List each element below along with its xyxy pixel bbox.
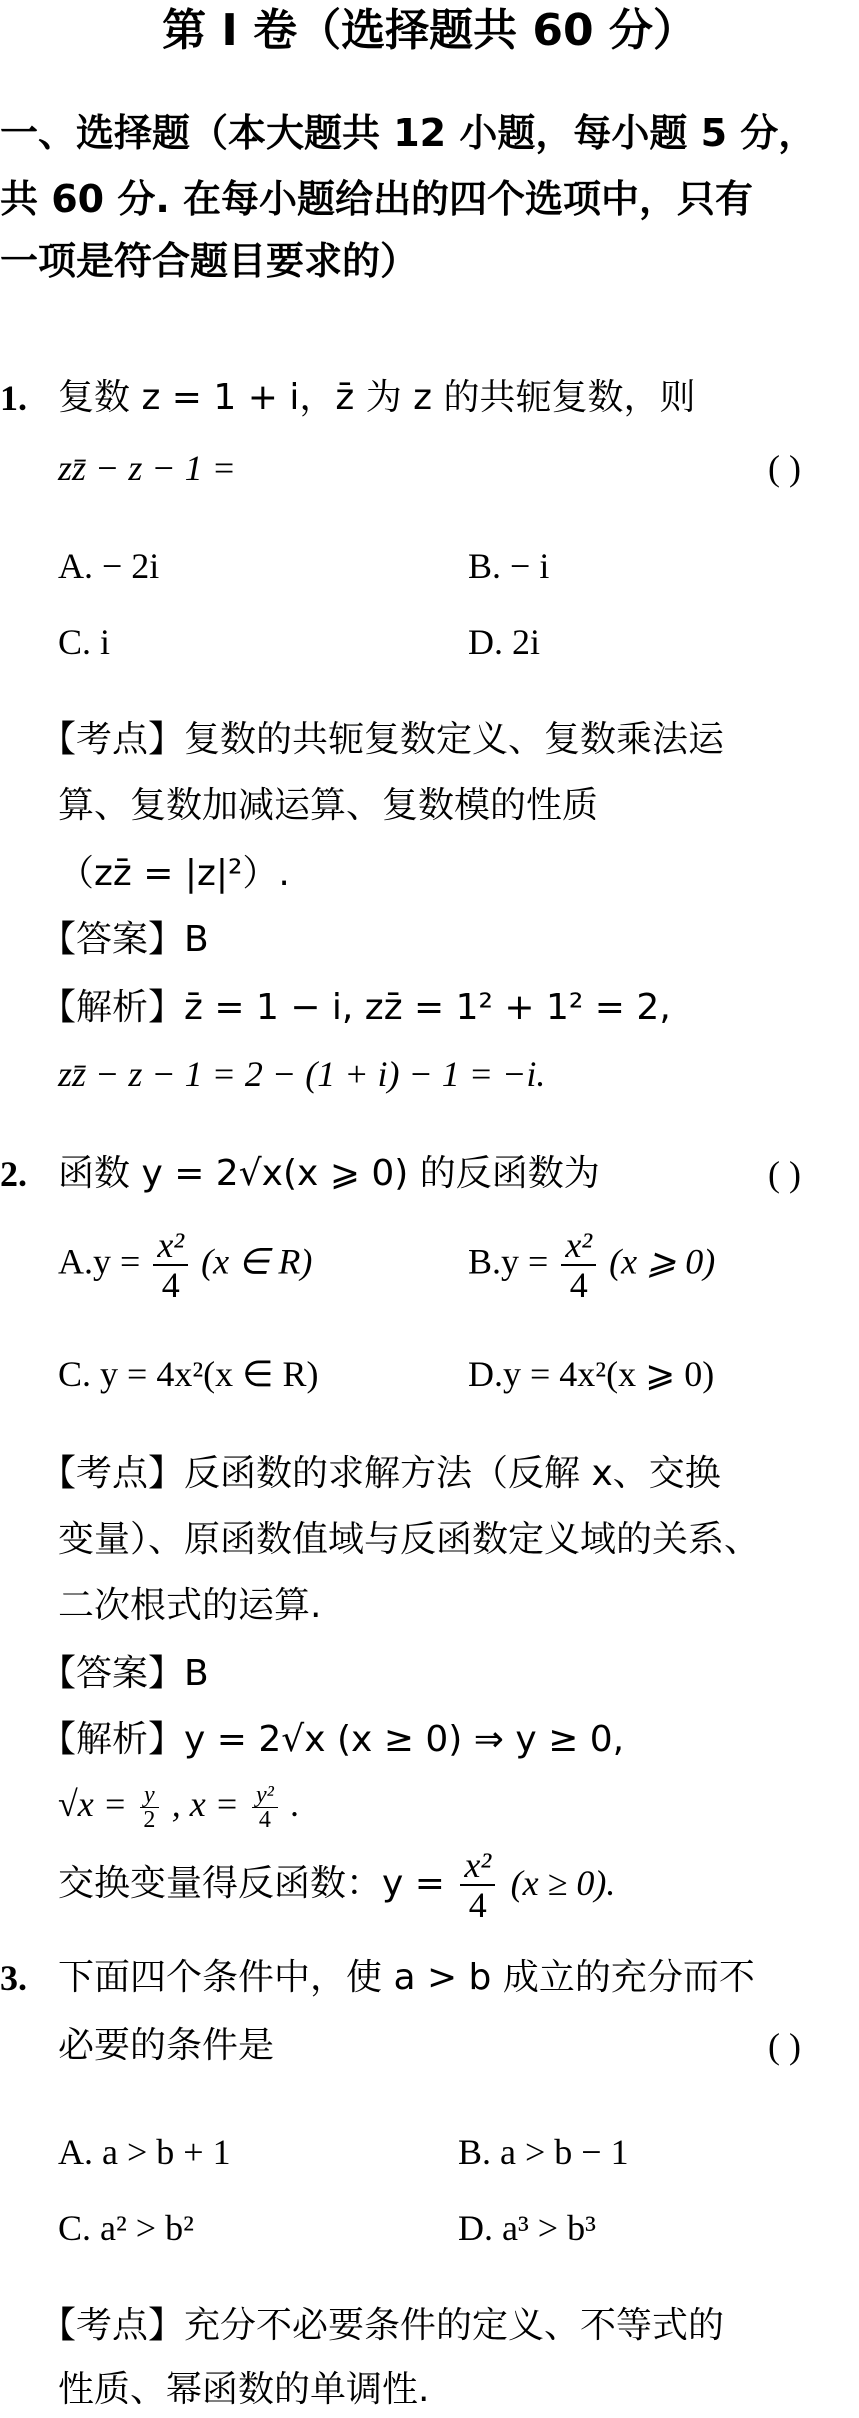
question-2-option-a-numerator: x² <box>153 1226 188 1266</box>
question-2-option-b-denominator: 4 <box>569 1265 588 1305</box>
question-2-number: 2. <box>0 1154 27 1194</box>
question-1-number: 1. <box>0 378 27 418</box>
question-2-option-a-prefix: A.y = <box>58 1241 141 1282</box>
question-1-jiexi-line-2: zz̄ − z − 1 = 2 − (1 + i) − 1 = −i. <box>58 1054 546 1094</box>
question-2-jiexi-line-3-prefix: 交换变量得反函数：y = <box>58 1863 445 1904</box>
question-2-stem: 函数 y = 2√x(x ⩾ 0) 的反函数为 <box>58 1153 600 1194</box>
question-3-option-d: D. a³ > b³ <box>458 2208 596 2248</box>
question-1-kaodian-line-3: （zz̄ = |z|²）. <box>58 853 290 894</box>
question-2-option-c: C. y = 4x²(x ∈ R) <box>58 1354 319 1394</box>
question-1-stem-line-2: zz̄ − z − 1 = <box>58 448 236 488</box>
question-2-option-a <box>58 1226 312 1304</box>
question-3-option-b: B. a > b − 1 <box>458 2132 629 2172</box>
question-1-option-b: B. − i <box>468 546 550 586</box>
question-2-option-a-denominator: 4 <box>161 1265 180 1305</box>
question-1-option-c: C. i <box>58 622 111 662</box>
question-2-jiexi-line-3-domain: (x ≥ 0). <box>510 1863 616 1903</box>
question-3-stem-line-1: 下面四个条件中，使 a > b 成立的充分而不 <box>58 1957 755 1998</box>
section-heading-line-1: 一、选择题（本大题共 12 小题，每小题 5 分， <box>0 111 817 155</box>
question-2-jiexi-fraction-1-numerator: y <box>140 1783 159 1808</box>
question-3-option-c: C. a² > b² <box>58 2208 194 2248</box>
question-2-kaodian-line-1: 【考点】反函数的求解方法（反解 x、交换 <box>40 1453 721 1494</box>
question-3-stem-line-2: 必要的条件是 <box>58 2025 275 2066</box>
question-1-kaodian-line-1: 【考点】复数的共轭复数定义、复数乘法运 <box>40 719 725 760</box>
question-2-jiexi-line-3 <box>58 1846 615 1924</box>
question-2-option-b-domain: (x ⩾ 0) <box>609 1241 716 1282</box>
question-1-option-a: A. − 2i <box>58 546 160 586</box>
question-1-answer: 【答案】B <box>40 919 209 960</box>
page-title: 第 I 卷（选择题共 60 分） <box>162 5 697 56</box>
question-2-jiexi-line-1: 【解析】y = 2√x (x ≥ 0) ⇒ y ≥ 0, <box>40 1719 625 1760</box>
section-heading-line-3: 一项是符合题目要求的） <box>0 239 419 283</box>
question-2-jiexi-period: . <box>290 1784 300 1824</box>
question-1-jiexi-line-1: 【解析】z̄ = 1 − i, zz̄ = 1² + 1² = 2, <box>40 987 671 1028</box>
question-2-option-d: D.y = 4x²(x ⩾ 0) <box>468 1354 715 1394</box>
question-2-jiexi-sqrt: √x = <box>58 1784 128 1824</box>
question-2-jiexi-line-3-numerator: x² <box>460 1846 495 1886</box>
question-2-jiexi-fraction-2-denominator: 4 <box>258 1807 271 1834</box>
question-1-option-d: D. 2i <box>468 622 540 662</box>
question-2-answer: 【答案】B <box>40 1653 209 1694</box>
question-2-jiexi-line-3-denominator: 4 <box>468 1885 487 1925</box>
question-2-option-b-fraction <box>561 1226 596 1304</box>
question-1-kaodian-line-2: 算、复数加减运算、复数模的性质 <box>58 785 599 826</box>
question-2-jiexi-fraction-2-numerator: y² <box>252 1783 278 1808</box>
question-2-kaodian-line-3: 二次根式的运算. <box>58 1585 322 1626</box>
question-2-jiexi-fraction-1 <box>140 1783 159 1832</box>
question-2-jiexi-fraction-2 <box>252 1783 278 1832</box>
question-2-jiexi-fraction-1-denominator: 2 <box>143 1807 156 1834</box>
question-2-option-b <box>468 1226 715 1304</box>
question-2-kaodian-line-2: 变量）、原函数值域与反函数定义域的关系、 <box>58 1519 761 1560</box>
question-2-option-b-numerator: x² <box>561 1226 596 1266</box>
question-3-answer-blank: ( ) <box>768 2026 801 2066</box>
question-2-jiexi-x-equals: , x = <box>171 1784 239 1824</box>
question-3-kaodian-line-1: 【考点】充分不必要条件的定义、不等式的 <box>40 2305 725 2346</box>
question-3-number: 3. <box>0 1958 27 1998</box>
question-2-option-a-domain: (x ∈ R) <box>201 1241 313 1282</box>
question-2-option-b-prefix: B.y = <box>468 1241 549 1282</box>
question-2-option-a-fraction <box>153 1226 188 1304</box>
question-2-jiexi-line-2 <box>58 1776 300 1832</box>
question-3-option-a: A. a > b + 1 <box>58 2132 231 2172</box>
question-1-answer-blank: ( ) <box>768 448 801 488</box>
question-2-jiexi-line-3-fraction <box>460 1846 495 1924</box>
question-3-kaodian-line-2: 性质、幂函数的单调性. <box>58 2369 430 2410</box>
section-heading-line-2: 共 60 分. 在每小题给出的四个选项中，只有 <box>0 177 754 221</box>
question-1-stem-line-1: 复数 z = 1 + i，z̄ 为 z 的共轭复数，则 <box>58 377 696 418</box>
question-2-answer-blank: ( ) <box>768 1154 801 1194</box>
